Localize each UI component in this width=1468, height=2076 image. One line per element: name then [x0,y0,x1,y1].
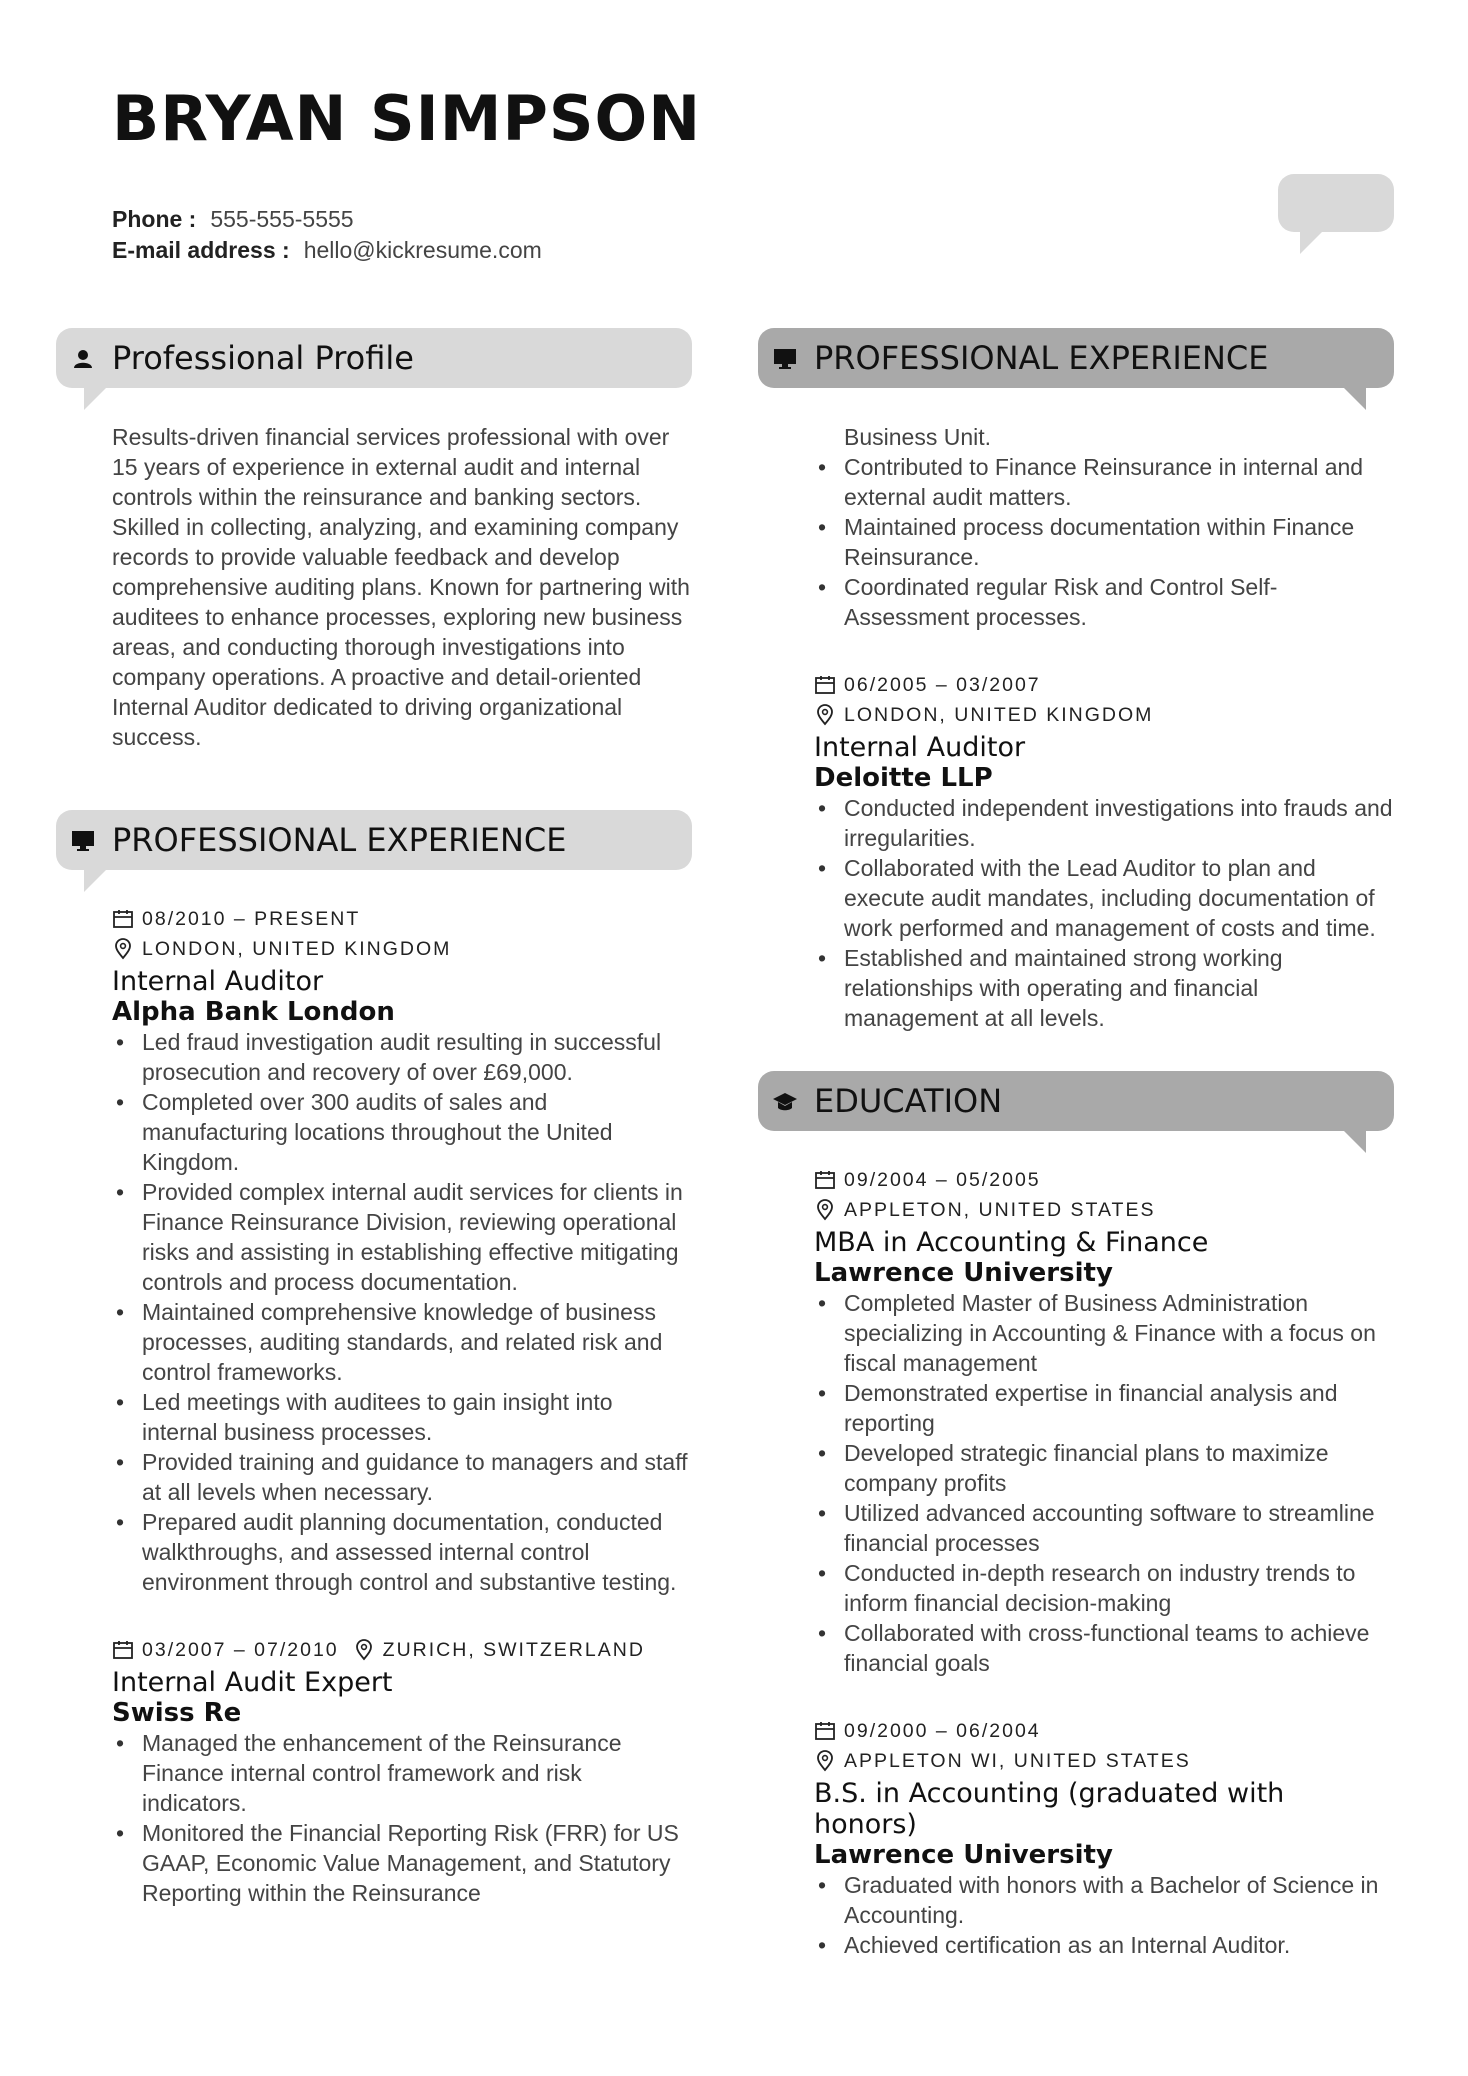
bullet-item: • Completed over 300 audits of sales and manufacturing locations throughout the United Kingdom. [112,1087,692,1177]
section-title: Professional Profile [112,339,414,377]
entry-dates-row [814,1165,1394,1195]
entry [112,904,692,1597]
bullet-item: • Managed the enhancement of the Reinsurance Finance internal control framework and risk indicators. [112,1728,692,1818]
bullet-item: • Achieved certification as an Internal Auditor. [814,1930,1394,1960]
section-header-profile [56,328,692,388]
email-label: E-mail address : [112,237,290,263]
bullet-item: • Established and maintained strong working relationships with operating and financial management at all levels. [814,943,1394,1033]
entry-dates: 09/2004 – 05/2005 [844,1169,1041,1191]
contact-block [112,204,542,266]
bullet-item: • Developed strategic financial plans to maximize company profits [814,1438,1394,1498]
entry-location: ZURICH, SWITZERLAND [382,1639,645,1661]
entry-bullets [814,793,1394,1033]
entry-bullets [814,1288,1394,1678]
section-title: PROFESSIONAL EXPERIENCE [814,339,1269,377]
left-job-list [56,904,692,1908]
entry-role: Internal Auditor [112,966,324,997]
entry-dates-row [112,904,692,934]
location-pin-icon [814,704,836,726]
entry-dates: 08/2010 – PRESENT [142,908,361,930]
graduation-cap-icon [772,1089,798,1115]
section-title: PROFESSIONAL EXPERIENCE [112,821,567,859]
entry-bullets [112,1027,692,1597]
bullet-item: • Provided training and guidance to managers and staff at all levels when necessary. [112,1447,692,1507]
entry-organization: Alpha Bank London [112,997,395,1027]
email-row [112,235,542,266]
entry-role: Internal Audit Expert [112,1667,393,1698]
bullet-item: • Conducted in-depth research on industry trends to inform financial decision-making [814,1558,1394,1618]
entry-location: APPLETON WI, UNITED STATES [844,1750,1191,1772]
phone-row [112,204,542,235]
entry-dates: 06/2005 – 03/2007 [844,674,1041,696]
entry-role: Internal Auditor [814,732,1026,763]
calendar-icon [112,1639,134,1661]
profile-summary: Results-driven financial services professional with over 15 years of experience in external audit and internal controls within the reinsurance and banking sectors. Skilled in collecting, analyzing, and examining company records to provide valuable feedback and develop comprehensive auditing plans. Known for partnering with auditees to enhance processes, exploring new business areas, and conducting thorough investigations into company operations. A proactive and detail-oriented Internal Auditor dedicated to driving organizational success. [112,424,690,750]
left-column [56,328,692,1946]
bullet-item: • Maintained process documentation within Finance Reinsurance. [814,512,1394,572]
monitor-icon [772,346,798,372]
bullet-item: • Collaborated with cross-functional teams to achieve financial goals [814,1618,1394,1678]
calendar-icon [814,1169,836,1191]
person-icon [70,346,96,372]
entry-location: APPLETON, UNITED STATES [844,1199,1156,1221]
entry [814,1716,1394,1960]
bullet-item: • Graduated with honors with a Bachelor of Science in Accounting. [814,1870,1394,1930]
entry [112,1635,692,1908]
entry-meta [112,1635,692,1665]
entry-dates-row [814,1716,1394,1746]
entry-organization: Deloitte LLP [814,763,993,793]
entry-organization: Lawrence University [814,1258,1113,1288]
right-job-list [758,670,1394,1033]
bullet-item: • Prepared audit planning documentation, conducted walkthroughs, and assessed internal control environment through control and substantive testing. [112,1507,692,1597]
education-list [758,1165,1394,1960]
entry-location-row [814,700,1394,730]
bullet-item: • Coordinated regular Risk and Control Self-Assessment processes. [814,572,1394,632]
email-value: hello@kickresume.com [303,237,542,263]
bullet-item: • Provided complex internal audit services for clients in Finance Reinsurance Division, reviewing operational risks and assisting in establishing effective mitigating controls and process documentation. [112,1177,692,1297]
section-header-experience-continued [758,328,1394,388]
phone-value: 555-555-5555 [210,206,354,232]
bullet-item: • Maintained comprehensive knowledge of business processes, auditing standards, and related risk and control frameworks. [112,1297,692,1387]
entry-organization: Swiss Re [112,1698,242,1728]
entry-location: LONDON, UNITED KINGDOM [844,704,1154,726]
entry-organization: Lawrence University [814,1840,1113,1870]
location-pin-icon [814,1199,836,1221]
entry-role: B.S. in Accounting (graduated with honors) [814,1778,1285,1840]
bullet-item: • Utilized advanced accounting software to streamline financial processes [814,1498,1394,1558]
location-pin-icon [814,1750,836,1772]
entry [814,1165,1394,1678]
continued-job [758,422,1394,632]
candidate-name: BRYAN SIMPSON [112,82,702,155]
phone-label: Phone : [112,206,197,232]
entry-dates: 09/2000 – 06/2004 [844,1720,1041,1742]
entry-dates: 03/2007 – 07/2010 [142,1639,339,1661]
section-header-education [758,1071,1394,1131]
calendar-icon [112,908,134,930]
bullet-item: • Completed Master of Business Administration specializing in Accounting & Finance with a focus on fiscal management [814,1288,1394,1378]
bullet-item: • Collaborated with the Lead Auditor to plan and execute audit mandates, including documentation of work performed and management of costs and time. [814,853,1394,943]
bullet-item: • Conducted independent investigations into frauds and irregularities. [814,793,1394,853]
entry [814,670,1394,1033]
calendar-icon [814,674,836,696]
entry-location-row [814,1195,1394,1225]
entry-location-row [112,934,692,964]
bullet-item: • Led meetings with auditees to gain insight into internal business processes. [112,1387,692,1447]
monitor-icon [70,828,96,854]
entry-bullets [112,1728,692,1908]
location-pin-icon [353,1639,375,1661]
entry-location: LONDON, UNITED KINGDOM [142,938,452,960]
bullet-item: • Led fraud investigation audit resulting in successful prosecution and recovery of over £69,000. [112,1027,692,1087]
right-column [758,328,1394,1998]
section-title: EDUCATION [814,1082,1003,1120]
entry-location-row [814,1746,1394,1776]
location-pin-icon [112,938,134,960]
section-header-experience [56,810,692,870]
entry-bullets [814,1870,1394,1960]
bullet-item: • Monitored the Financial Reporting Risk (FRR) for US GAAP, Economic Value Management, and Statutory Reporting within the Reinsurance [112,1818,692,1908]
speech-bubble-decoration [1278,174,1394,232]
entry-dates-row [814,670,1394,700]
continued-bullets [814,452,1394,632]
bullet-item: • Demonstrated expertise in financial analysis and reporting [814,1378,1394,1438]
bullet-item: • Contributed to Finance Reinsurance in internal and external audit matters. [814,452,1394,512]
entry-role: MBA in Accounting & Finance [814,1227,1209,1258]
calendar-icon [814,1720,836,1742]
continued-line: Business Unit. [844,424,992,450]
